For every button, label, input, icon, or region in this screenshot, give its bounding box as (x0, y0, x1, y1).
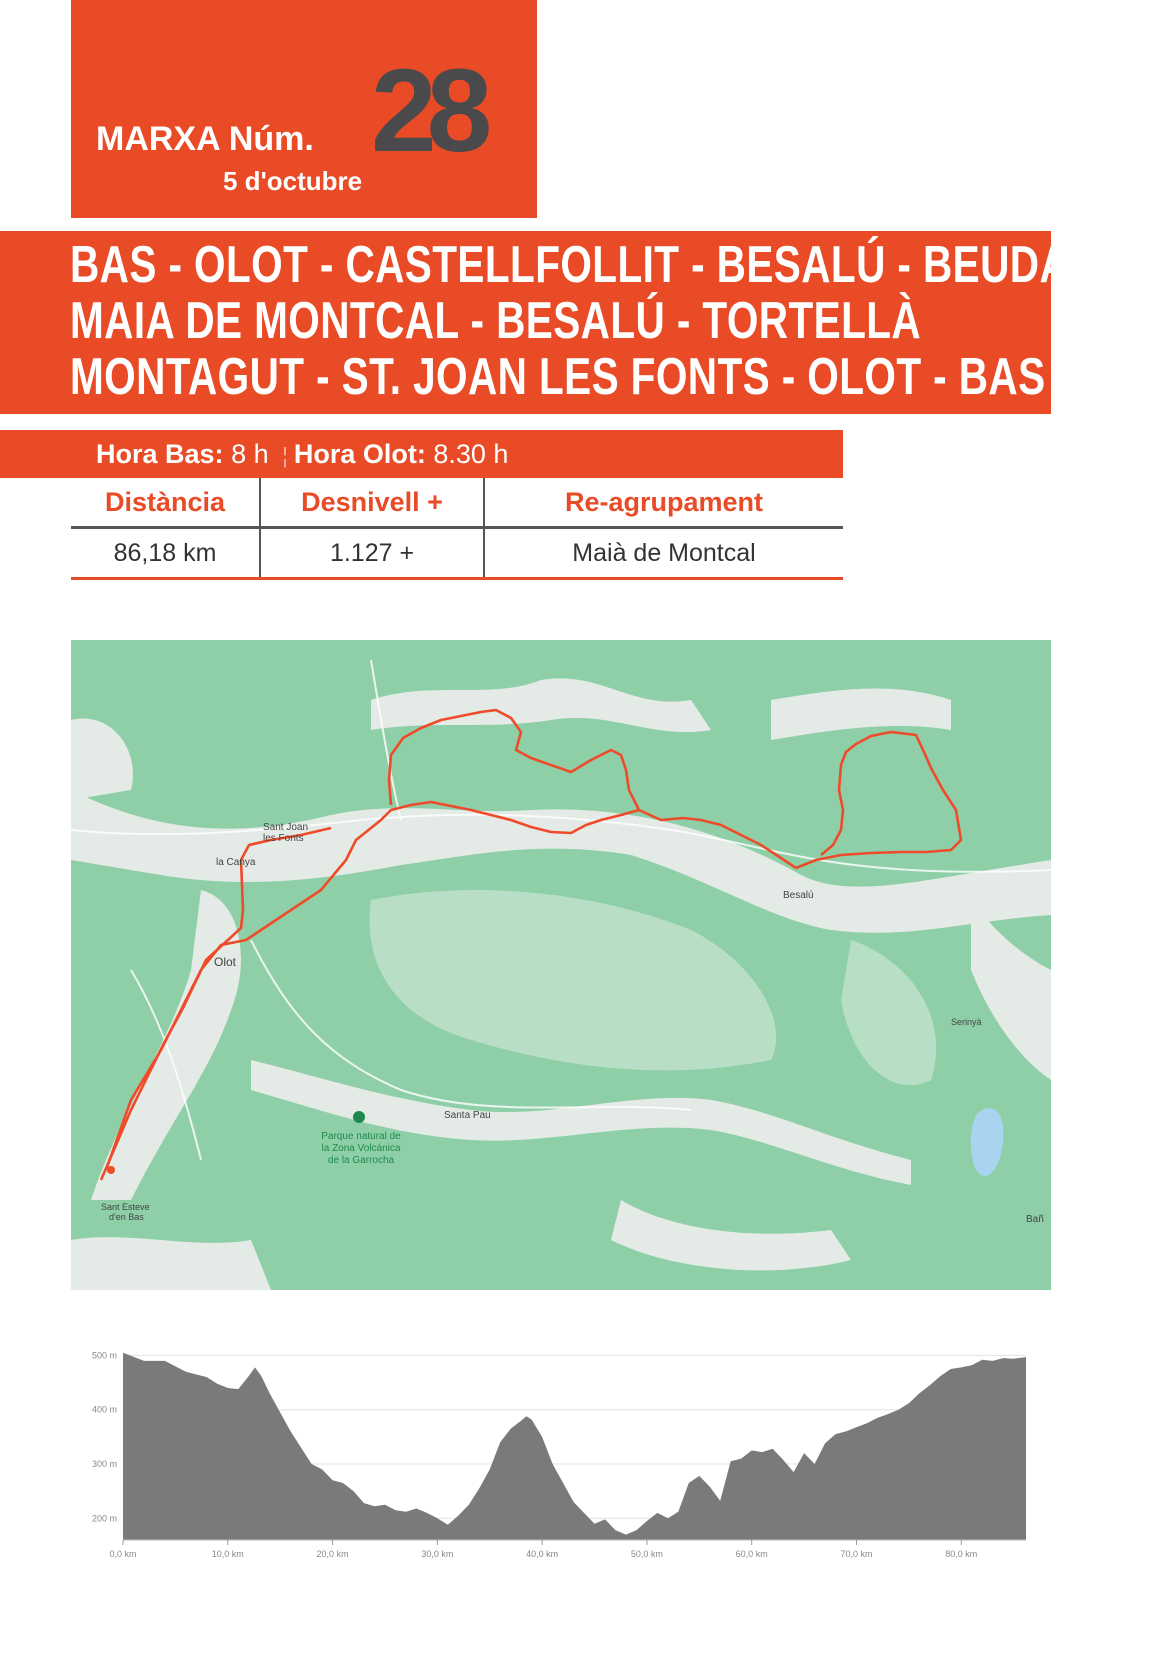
route-title-line-3: MONTAGUT - ST. JOAN LES FONTS - OLOT - BAS (70, 348, 1046, 406)
y-ticks (92, 1350, 117, 1523)
elevation-area (123, 1353, 1026, 1540)
distance-value: 86,18 km (71, 528, 260, 579)
x-tick-label: 0,0 km (109, 1549, 137, 1559)
x-tick-label: 30,0 km (421, 1549, 454, 1559)
map-label-santa-pau: Santa Pau (444, 1110, 491, 1121)
distance-header: Distància (71, 478, 260, 528)
park-label-line-3: de la Garrocha (327, 1155, 395, 1166)
y-tick-label: 500 m (91, 1350, 117, 1361)
map-label-sant-joan: Sant Joan (263, 822, 309, 833)
map-label-olot: Olot (214, 955, 237, 969)
regroup-header: Re-agrupament (484, 478, 843, 528)
route-title-line-2: MAIA DE MONTCAL - BESALÚ - TORTELLÀ (70, 292, 922, 350)
map-label-la-canya: la Canya (216, 857, 256, 868)
x-tick-label: 20,0 km (316, 1549, 349, 1559)
map-label-banyoles: Bañ (1026, 1214, 1044, 1225)
route-start-marker (107, 1166, 115, 1174)
x-tick-label: 80,0 km (945, 1549, 978, 1559)
x-tick-label: 70,0 km (840, 1549, 873, 1559)
start-times (96, 439, 508, 470)
event-label: MARXA Núm. (96, 120, 314, 158)
route-title-band (0, 231, 1070, 414)
stats-value-row (71, 528, 843, 579)
park-label-line-2: la Zona Volcánica (321, 1143, 401, 1154)
regroup-value: Maià de Montcal (484, 528, 843, 579)
olot-time-label: Hora Olot: (293, 439, 426, 469)
map-label-les-fonts: les Fonts (263, 833, 304, 844)
x-tick-label: 40,0 km (526, 1549, 559, 1559)
stats-header-row (71, 478, 843, 528)
park-icon (353, 1111, 365, 1123)
route-stats-table (71, 478, 843, 580)
elevation-header: Desnivell + (260, 478, 484, 528)
map-label-besalu: Besalú (783, 890, 814, 901)
park-label-line-1: Parque natural de (321, 1131, 401, 1142)
x-tick-label: 60,0 km (735, 1549, 768, 1559)
x-ticks (109, 1540, 977, 1559)
bas-time-value: 8 h (231, 439, 269, 469)
event-number: 28 (371, 45, 483, 177)
route-title-line-1: BAS - OLOT - CASTELLFOLLIT - BESALÚ - BEUDA (70, 236, 1070, 294)
start-times-bar (0, 430, 843, 478)
elevation-value: 1.127 + (260, 528, 484, 579)
route-map (71, 640, 1051, 1290)
x-tick-label: 50,0 km (630, 1549, 663, 1559)
map-label-serinya: Serinyà (951, 1017, 982, 1027)
x-tick-label: 10,0 km (211, 1549, 244, 1559)
olot-time-value: 8.30 h (433, 439, 509, 469)
map-label-den-bas: d'en Bas (109, 1212, 144, 1222)
event-number-badge (71, 0, 537, 218)
park-label (321, 1131, 401, 1166)
separator: ¦ (282, 443, 288, 468)
y-tick-label: 300 m (91, 1459, 117, 1469)
map-label-sant-esteve: Sant Esteve (101, 1202, 150, 1212)
event-date: 5 d'octubre (223, 166, 363, 196)
bas-time-label: Hora Bas: (96, 439, 224, 469)
y-tick-label: 400 m (91, 1404, 117, 1415)
elevation-profile-chart (71, 1340, 1051, 1570)
y-tick-label: 200 m (91, 1513, 117, 1524)
